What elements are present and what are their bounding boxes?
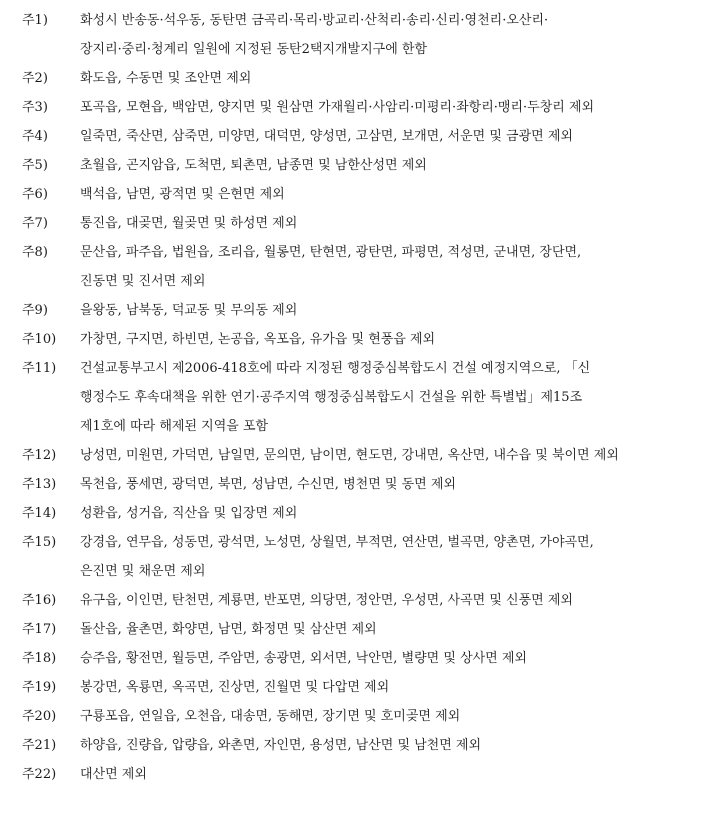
footnote-text-line: 장지리·중리·청계리 일원에 지정된 동탄2택지개발지구에 한함 [80,42,428,57]
footnote-text [80,354,680,441]
footnote-text [80,528,680,586]
footnote-text [80,760,680,789]
footnote-text-line: 일죽면, 죽산면, 삼죽면, 미양면, 대덕면, 양성면, 고삼면, 보개면, 서운면 및 금광면 제외 [80,129,573,144]
footnote-label: 주20) [22,709,57,724]
footnote-text-line: 제1호에 따라 해제된 지역을 포함 [80,419,269,434]
footnote-item [0,586,701,615]
footnote-text-line: 승주읍, 황전면, 월등면, 주암면, 송광면, 외서면, 낙안면, 별량면 및 상사면 제외 [80,651,527,666]
footnote-item [0,209,701,238]
footnote-text-line: 구룡포읍, 연일읍, 오천읍, 대송면, 동해면, 장기면 및 호미곶면 제외 [80,709,461,724]
footnote-label: 주15) [22,535,57,550]
footnote-text-line: 백석읍, 남면, 광적면 및 은현면 제외 [80,187,285,202]
footnote-text-line: 초월읍, 곤지암읍, 도척면, 퇴촌면, 남종면 및 남한산성면 제외 [80,158,427,173]
footnote-label: 주17) [22,622,57,637]
footnote-label: 주21) [22,738,57,753]
footnote-text-line: 성환읍, 성거읍, 직산읍 및 입장면 제외 [80,506,298,521]
footnote-label: 주1) [22,13,48,28]
footnote-label: 주2) [22,71,48,86]
footnote-item [0,238,701,296]
footnote-text [80,180,680,209]
footnote-text [80,673,680,702]
footnote-label: 주9) [22,303,48,318]
footnote-text-line: 포곡읍, 모현읍, 백암면, 양지면 및 원삼면 가재월리·사암리·미평리·좌항리·맹리·두창리 제외 [80,100,595,115]
footnote-item [0,325,701,354]
footnote-text [80,151,680,180]
footnote-item [0,760,701,789]
footnote-label: 주4) [22,129,48,144]
footnote-text [80,93,680,122]
footnote-text-line: 을왕동, 남북동, 덕교동 및 무의동 제외 [80,303,298,318]
footnote-item [0,151,701,180]
footnote-text [80,470,680,499]
footnote-text [80,6,680,64]
footnote-item [0,731,701,760]
footnote-text-line: 건설교통부고시 제2006-418호에 따라 지정된 행정중심복합도시 건설 예정지역으로, 「신 [80,361,591,376]
footnote-text [80,296,680,325]
footnote-label: 주19) [22,680,57,695]
footnote-label: 주10) [22,332,57,347]
footnote-text-line: 문산읍, 파주읍, 법원읍, 조리읍, 월롱면, 탄현면, 광탄면, 파평면, 적성면, 군내면, 장단면, [80,245,582,260]
footnote-label: 주22) [22,767,57,782]
footnote-item [0,528,701,586]
footnote-text-line: 대산면 제외 [80,767,147,782]
footnote-item [0,499,701,528]
footnote-label: 주18) [22,651,57,666]
footnote-item [0,354,701,441]
footnote-text [80,615,680,644]
footnote-text-line: 낭성면, 미원면, 가덕면, 남일면, 문의면, 남이면, 현도면, 강내면, 옥산면, 내수읍 및 북이면 제외 [80,448,619,463]
footnote-label: 주7) [22,216,48,231]
footnote-text-line: 화도읍, 수동면 및 조안면 제외 [80,71,252,86]
footnote-item [0,644,701,673]
footnote-text [80,441,680,470]
footnote-item [0,441,701,470]
footnote-text [80,325,680,354]
footnote-label: 주8) [22,245,48,260]
footnote-item [0,470,701,499]
footnote-item [0,64,701,93]
footnote-text [80,702,680,731]
footnote-label: 주5) [22,158,48,173]
footnote-text-line: 통진읍, 대곶면, 월곶면 및 하성면 제외 [80,216,298,231]
footnote-text [80,238,680,296]
footnote-text-line: 은진면 및 채운면 제외 [80,564,206,579]
footnote-text-line: 화성시 반송동·석우동, 동탄면 금곡리·목리·방교리·산척리·송리·신리·영천리·오산리· [80,13,549,28]
footnote-text [80,122,680,151]
footnote-text [80,644,680,673]
footnote-item [0,702,701,731]
footnote-text-line: 행정수도 후속대책을 위한 연기·공주지역 행정중심복합도시 건설을 위한 특별법」제15조 [80,390,583,405]
footnote-text-line: 목천읍, 풍세면, 광덕면, 북면, 성남면, 수신면, 병천면 및 동면 제외 [80,477,456,492]
footnote-text [80,64,680,93]
footnote-text-line: 강경읍, 연무읍, 성동면, 광석면, 노성면, 상월면, 부적면, 연산면, 벌곡면, 양촌면, 가야곡면, [80,535,594,550]
footnote-label: 주14) [22,506,57,521]
footnote-text-line: 하양읍, 진량읍, 압량읍, 와촌면, 자인면, 용성면, 남산면 및 남천면 제외 [80,738,482,753]
footnote-label: 주16) [22,593,57,608]
footnote-text-line: 진동면 및 진서면 제외 [80,274,206,289]
footnote-item [0,673,701,702]
footnote-item [0,296,701,325]
footnote-label: 주13) [22,477,57,492]
footnote-text [80,499,680,528]
footnote-label: 주11) [22,361,57,376]
footnote-item [0,93,701,122]
footnote-text-line: 봉강면, 옥룡면, 옥곡면, 진상면, 진월면 및 다압면 제외 [80,680,390,695]
footnote-label: 주12) [22,448,57,463]
footnote-text-line: 가창면, 구지면, 하빈면, 논공읍, 옥포읍, 유가읍 및 현풍읍 제외 [80,332,436,347]
footnote-label: 주6) [22,187,48,202]
footnote-text-line: 유구읍, 이인면, 탄천면, 계룡면, 반포면, 의당면, 정안면, 우성면, 사곡면 및 신풍면 제외 [80,593,573,608]
footnote-text [80,731,680,760]
footnote-item [0,180,701,209]
footnote-item [0,6,701,64]
footnote-text [80,586,680,615]
footnote-item [0,122,701,151]
footnote-label: 주3) [22,100,48,115]
footnote-text [80,209,680,238]
footnote-item [0,615,701,644]
footnote-text-line: 돌산읍, 율촌면, 화양면, 남면, 화정면 및 삼산면 제외 [80,622,377,637]
